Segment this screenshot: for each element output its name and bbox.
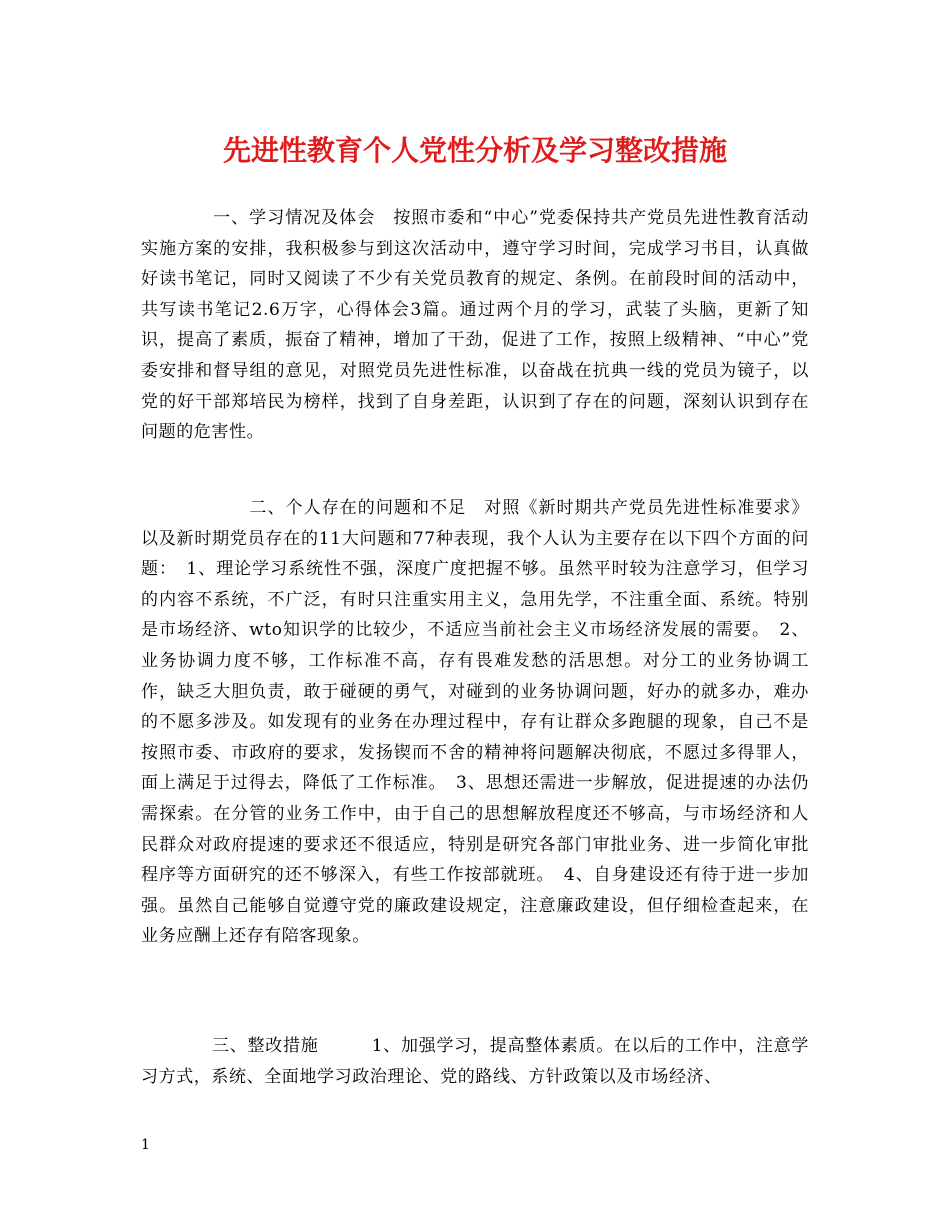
paragraph-rectification-measures: 三、整改措施 1、加强学习，提高整体素质。在以后的工作中，注意学习方式，系统、全面地学习政治理论、党的路线、方针政策以及市场经济、 <box>141 1036 809 1087</box>
document-title: 先进性教育个人党性分析及学习整改措施 <box>222 134 727 167</box>
paragraph-study-experience: 一、学习情况及体会 按照市委和“中心”党委保持共产党员先进性教育活动实施方案的安排，我积极参与到这次活动中，遵守学习时间，完成学习书目，认真做好读书笔记，同时又阅读了不少有关党员教育的规定、条例。在前段时间的活动中，共写读书笔记2.6万字，心得体会3篇。通过两个月的学习，武装了头脑，更新了知识，提高了素质，振奋了精神，增加了干劲，促进了工作，按照上级精神、“中心”党委安排和督导组的意见，对照党员先进性标准，以奋战在抗典一线的党员为镜子，以党的好干部郑培民为榜样，找到了自身差距，认识到了存在的问题，深刻认识到存在问题的危害性。 <box>141 208 809 443</box>
paragraph-problems-shortcomings: 二、个人存在的问题和不足 对照《新时期共产党员先进性标准要求》以及新时期党员存在的11大问题和77种表现，我个人认为主要存在以下四个方面的问题： 1、理论学习系统性不强，深度广度把握不够。虽然平时较为注意学习，但学习的内容不系统，不广泛，有时只注重实用主义，急用先学，不注重全面、系统。特别是市场经济、wto知识学的比较少，不适应当前社会主义市场经济发展的需要。 2、业务协调力度不够，工作标准不高，存有畏难发愁的活思想。对分工的业务协调工作，缺乏大胆负责，敢于碰硬的勇气，对碰到的业务协调问题，好办的就多办，难办的不愿多涉及。如发现有的业务在办理过程中，存有让群众多跑腿的现象，自己不是按照市委、市政府的要求，发扬锲而不舍的精神将问题解决彻底，不愿过多得罪人，面上满足于过得去，降低了工作标准。 3、思想还需进一步解放，促进提速的办法仍需探索。在分管的业务工作中，由于自己的思想解放程度还不够高，与市场经济和人民群众对政府提速的要求还不很适应，特别是研究各部门审批业务、进一步简化审批程序等方面研究的还不够深入，有些工作按部就班。 4、自身建设还有待于进一步加强。虽然自己能够自觉遵守党的廉政建设规定，注意廉政建设，但仔细检查起来，在业务应酬上还存有陪客现象。 <box>141 498 809 947</box>
page-number: 1 <box>141 1137 150 1153</box>
